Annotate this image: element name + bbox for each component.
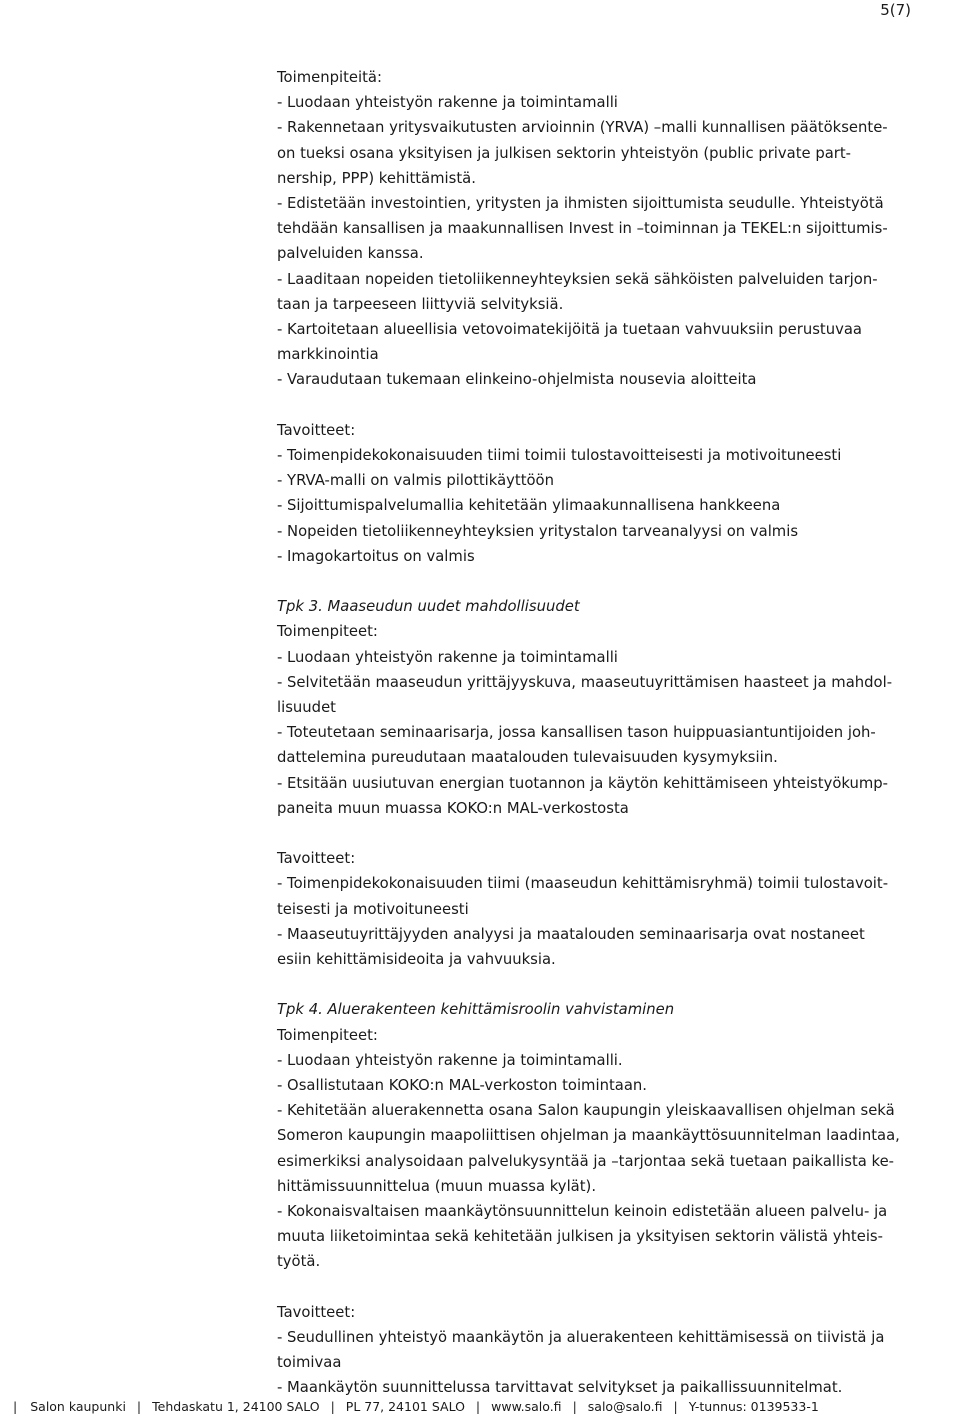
text-line: markkinointia: [277, 346, 379, 364]
text-line: - Luodaan yhteistyön rakenne ja toimintamalli: [277, 648, 618, 666]
text-line: - Imagokartoitus on valmis: [277, 547, 475, 565]
text-line: Someron kaupungin maapoliittisen ohjelman ja maankäyttösuunnitelman laadintaa,: [277, 1127, 900, 1145]
text-line: esiin kehittämisideoita ja vahvuuksia.: [277, 951, 556, 969]
text-line: Tavoitteet:: [277, 1303, 356, 1321]
text-line: Tavoitteet:: [277, 421, 356, 439]
text-line: - Edistetään investointien, yritysten ja ihmisten sijoittumista seudulle. Yhteistyötä: [277, 195, 884, 213]
text-line: - Toimenpidekokonaisuuden tiimi (maaseudun kehittämisryhmä) toimii tulostavoit-: [277, 875, 889, 893]
text-line: Toimenpiteet:: [277, 1026, 378, 1044]
text-line: - Etsitään uusiutuvan energian tuotannon ja käytön kehittämiseen yhteistyökump-: [277, 774, 889, 792]
text-line: muuta liiketoimintaa sekä kehitetään julkisen ja yksityisen sektorin välistä yhteis-: [277, 1228, 883, 1246]
footer-item: Tehdaskatu 1, 24100 SALO: [152, 1399, 320, 1414]
footer-separator: |: [13, 1399, 18, 1414]
text-line: - Maankäytön suunnittelussa tarvittavat selvitykset ja paikallissuunnitelmat.: [277, 1379, 843, 1397]
page-number: 5(7): [880, 1, 911, 19]
text-line: - Maaseutuyrittäjyyden analyysi ja maatalouden seminaarisarja ovat nostaneet: [277, 925, 865, 943]
text-line: dattelemina pureudutaan maatalouden tulevaisuuden kysymyksiin.: [277, 749, 778, 767]
footer-separator: |: [330, 1399, 335, 1414]
footer-separator: |: [136, 1399, 142, 1414]
footer-separator: |: [673, 1399, 678, 1414]
text-line: lisuudet: [277, 699, 336, 717]
text-line: - Luodaan yhteistyön rakenne ja toimintamalli.: [277, 1051, 623, 1069]
text-line: - Toimenpidekokonaisuuden tiimi toimii tulostavoitteisesti ja motivoituneesti: [277, 447, 842, 465]
document-body: [277, 65, 957, 1401]
text-line: Toimenpiteet:: [277, 623, 378, 641]
text-line: - Seudullinen yhteistyö maankäytön ja aluerakenteen kehittämisessä on tiivistä ja: [277, 1329, 885, 1347]
text-line: on tueksi osana yksityisen ja julkisen sektorin yhteistyön (public private part-: [277, 144, 852, 162]
text-line: tehdään kansallisen ja maakunnallisen Invest in –toiminnan ja TEKEL:n sijoittumis-: [277, 220, 888, 238]
paragraph-gap: [277, 821, 957, 846]
paragraph-gap: [277, 1275, 957, 1300]
text-line: Tavoitteet:: [277, 850, 356, 868]
paragraph-gap: [277, 569, 957, 594]
text-line: taan ja tarpeeseen liittyviä selvityksiä.: [277, 295, 564, 313]
footer-item[interactable]: salo@salo.fi: [587, 1399, 663, 1414]
text-line: - Osallistutaan KOKO:n MAL-verkoston toimintaan.: [277, 1077, 647, 1095]
text-line: - Luodaan yhteistyön rakenne ja toimintamalli: [277, 94, 618, 112]
text-line: - Varaudutaan tukemaan elinkeino-ohjelmista nousevia aloitteita: [277, 371, 757, 389]
footer-item: Salon kaupunki: [30, 1399, 126, 1414]
text-line: nership, PPP) kehittämistä.: [277, 169, 476, 187]
footer-item: PL 77, 24101 SALO: [345, 1399, 465, 1414]
text-line: teisesti ja motivoituneesti: [277, 900, 469, 918]
text-line: - YRVA-malli on valmis pilottikäyttöön: [277, 472, 554, 490]
section-heading: Tpk 3. Maaseudun uudet mahdollisuudet: [277, 598, 580, 616]
text-line: - Kartoitetaan alueellisia vetovoimatekijöitä ja tuetaan vahvuuksiin perustuvaa: [277, 321, 862, 339]
text-line: - Toteutetaan seminaarisarja, jossa kansallisen tason huippuasiantuntijoiden joh-: [277, 724, 876, 742]
section-heading: Tpk 4. Aluerakenteen kehittämisroolin vahvistaminen: [277, 1001, 675, 1019]
footer-item[interactable]: www.salo.fi: [491, 1399, 562, 1414]
text-line: - Nopeiden tietoliikenneyhteyksien yritystalon tarveanalyysi on valmis: [277, 522, 799, 540]
footer-item: Y-tunnus: 0139533-1: [688, 1399, 819, 1414]
paragraph-gap: [277, 972, 957, 997]
text-line: - Rakennetaan yritysvaikutusten arvioinnin (YRVA) –malli kunnallisen päätöksente-: [277, 119, 888, 137]
text-line: esimerkiksi analysoidaan palvelukysyntää ja –tarjontaa sekä tuetaan paikallista ke-: [277, 1152, 895, 1170]
footer-separator: |: [475, 1399, 481, 1414]
text-line: - Kehitetään aluerakennetta osana Salon kaupungin yleiskaavallisen ohjelman sekä: [277, 1102, 895, 1120]
text-line: - Sijoittumispalvelumallia kehitetään ylimaakunnallisena hankkeena: [277, 497, 781, 515]
text-line: - Selvitetään maaseudun yrittäjyyskuva, maaseutuyrittämisen haasteet ja mahdol-: [277, 673, 893, 691]
footer-separator: |: [572, 1399, 577, 1414]
text-line: toimivaa: [277, 1354, 342, 1372]
text-line: palveluiden kanssa.: [277, 245, 424, 263]
paragraph-gap: [277, 393, 957, 418]
text-line: - Laaditaan nopeiden tietoliikenneyhteyksien sekä sähköisten palveluiden tarjon-: [277, 270, 878, 288]
text-line: Toimenpiteitä:: [277, 69, 382, 86]
text-line: - Kokonaisvaltaisen maankäytönsuunnittelun keinoin edistetään alueen palvelu- ja: [277, 1203, 888, 1221]
text-line: työtä.: [277, 1253, 321, 1271]
text-line: hittämissuunnittelua (muun muassa kylät).: [277, 1177, 597, 1195]
text-line: paneita muun muassa KOKO:n MAL-verkostosta: [277, 799, 629, 817]
page-footer: [0, 1398, 960, 1416]
